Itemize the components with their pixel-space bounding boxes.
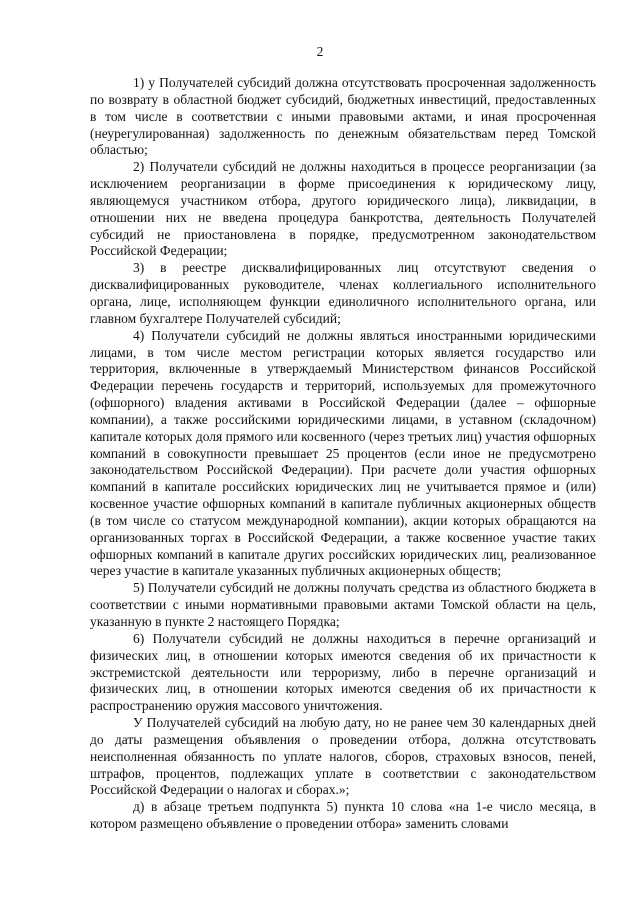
document-body <box>90 75 596 833</box>
paragraph-item-4: 4) Получатели субсидий не должны являться иностранными юридическими лицами, в том числе местом регистрации которых является государство или территория, включенные в утверждаемый Министерством финансов Российской Федерации перечень государств и территорий, используемых для промежуточного (офшорного) владения активами в Российской Федерации (далее – офшорные компании), а также российскими юридическими лицами, в уставном (складочном) капитале которых доля прямого или косвенного (через третьих лиц) участия офшорных компаний в совокупности превышает 25 процентов (если иное не предусмотрено законодательством Российской Федерации). При расчете доли участия офшорных компаний в капитале российских юридических лиц не учитывается прямое и (или) косвенное участие офшорных компаний в капитале публичных акционерных обществ (в том числе со статусом международной компании), акции которых обращаются на организованных торгах в Российской Федерации, а также косвенное участие таких офшорных компаний в капитале других российских юридических лиц, реализованное через участие в капитале указанных публичных акционерных обществ; <box>90 327 596 579</box>
paragraph-item-2: 2) Получатели субсидий не должны находиться в процессе реорганизации (за исключением реорганизации в форме присоединения к юридическому лицу, являющемуся участником отбора, другого юридического лица), ликвидации, в отношении них не введена процедура банкротства, деятельность Получателей субсидий не приостановлена в порядке, предусмотренном законодательством Российской Федерации; <box>90 159 596 259</box>
paragraph-tax-obligation: У Получателей субсидий на любую дату, но не ранее чем 30 календарных дней до даты размещения объявления о проведении отбора, должна отсутствовать неисполненная обязанность по уплате налогов, сборов, страховых взносов, пеней, штрафов, процентов, подлежащих уплате в соответствии с законодательством Российской Федерации о налогах и сборах.»; <box>90 715 596 798</box>
paragraph-item-1: 1) у Получателей субсидий должна отсутствовать просроченная задолженность по возврату в областной бюджет субсидий, бюджетных инвестиций, предоставленных в том числе в соответствии с иными правовыми актами, и иная просроченная (неурегулированная) задолженность по денежным обязательствам перед Томской областью; <box>90 75 596 158</box>
page-number: 2 <box>316 44 324 59</box>
paragraph-item-3: 3) в реестре дисквалифицированных лиц отсутствуют сведения о дисквалифицированных руководителе, членах коллегиального исполнительного органа, лице, исполняющем функции единоличного исполнительного органа, или главном бухгалтере Получателей субсидий; <box>90 260 596 326</box>
paragraph-item-6: 6) Получатели субсидий не должны находиться в перечне организаций и физических лиц, в отношении которых имеются сведения об их причастности к экстремистской деятельности или терроризму, либо в перечне организаций и физических лиц, в отношении которых имеются сведения об их причастности к распространению оружия массового уничтожения. <box>90 630 596 714</box>
paragraph-item-5: 5) Получатели субсидий не должны получать средства из областного бюджета в соответствии с иными нормативными правовыми актами Томской области на цель, указанную в пункте 2 настоящего Порядка; <box>90 580 596 629</box>
paragraph-amendment-d: д) в абзаце третьем подпункта 5) пункта 10 слова «на 1-е число месяца, в котором размещено объявление о проведении отбора» заменить словами <box>90 799 596 832</box>
